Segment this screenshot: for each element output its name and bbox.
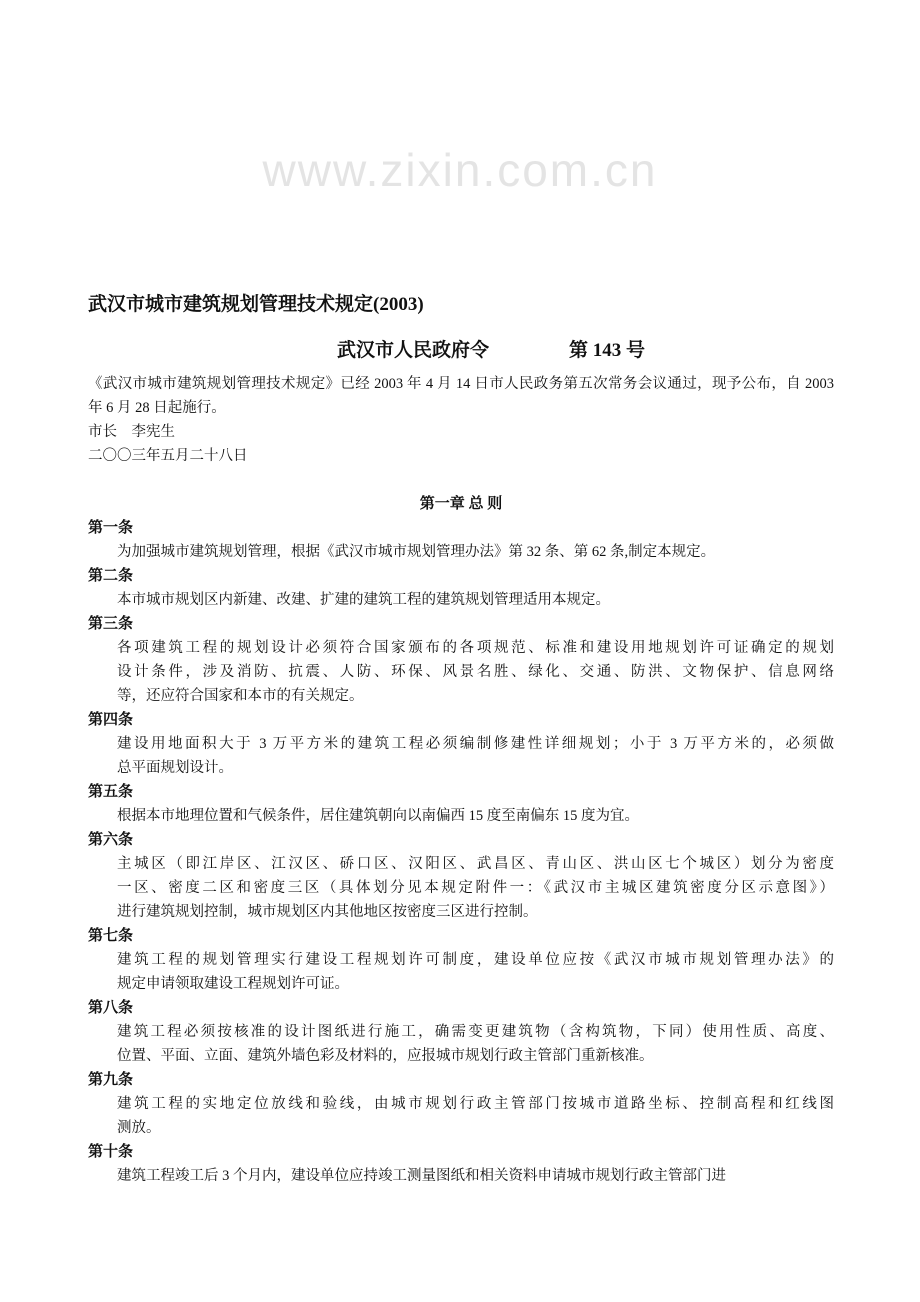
article-text-line: 总平面规划设计。 (117, 760, 233, 776)
article-text-line: 根据本市地理位置和气候条件，居住建筑朝向以南偏西 15 度至南偏东 15 度为宜。 (117, 808, 639, 824)
intro-line: 《武汉市城市建筑规划管理技术规定》已经 2003 年 4 月 14 日市人民政务第五次常务会议通过，现予公布，自 2003 (88, 376, 834, 392)
mayor-signature: 市长 李宪生 (88, 424, 175, 440)
watermark: www.zixin.com.cn (262, 144, 658, 196)
article (88, 564, 834, 612)
article-text-line: 建筑工程的规划管理实行建设工程规划许可制度，建设单位应按《武汉市城市规划管理办法》的 (117, 952, 834, 968)
article-heading: 第七条 (88, 928, 134, 944)
document (88, 290, 834, 1188)
article-text-line: 规定申请领取建设工程规划许可证。 (117, 976, 349, 992)
article-heading: 第六条 (88, 832, 134, 848)
chapter-heading: 第一章 总 则 (419, 496, 503, 512)
promulgation-text (88, 372, 834, 468)
decree-header (88, 336, 834, 366)
article (88, 828, 834, 924)
article (88, 996, 834, 1068)
article-heading: 第一条 (88, 520, 134, 536)
article-text-line: 进行建筑规划控制，城市规划区内其他地区按密度三区进行控制。 (117, 904, 538, 920)
article-text-line: 建筑工程必须按核准的设计图纸进行施工，确需变更建筑物（含构筑物，下同）使用性质、高度、 (117, 1024, 834, 1040)
article-heading: 第四条 (88, 712, 134, 728)
article-text-line: 位置、平面、立面、建筑外墙色彩及材料的，应报城市规划行政主管部门重新核准。 (117, 1048, 654, 1064)
issue-date: 二〇〇三年五月二十八日 (88, 448, 248, 464)
article-text-line: 建筑工程的实地定位放线和验线，由城市规划行政主管部门按城市道路坐标、控制高程和红线图 (117, 1096, 834, 1112)
article (88, 516, 834, 564)
document-title: 武汉市城市建筑规划管理技术规定(2003) (88, 294, 424, 315)
article-heading: 第三条 (88, 616, 134, 632)
decree-number: 第 143 号 (569, 340, 646, 361)
article (88, 1068, 834, 1140)
article-text-line: 建筑工程竣工后 3 个月内，建设单位应持竣工测量图纸和相关资料申请城市规划行政主管部门进 (117, 1168, 726, 1184)
article-text-line: 设计条件，涉及消防、抗震、人防、环保、风景名胜、绿化、交通、防洪、文物保护、信息网络 (117, 664, 834, 680)
articles (88, 516, 834, 1188)
article-heading: 第八条 (88, 1000, 134, 1016)
decree-issuer: 武汉市人民政府令 (336, 340, 489, 361)
article-text-line: 本市城市规划区内新建、改建、扩建的建筑工程的建筑规划管理适用本规定。 (117, 592, 610, 608)
article (88, 924, 834, 996)
article (88, 612, 834, 708)
article-text-line: 主城区（即江岸区、江汉区、硚口区、汉阳区、武昌区、青山区、洪山区七个城区）划分为密度 (117, 856, 834, 872)
article (88, 780, 834, 828)
article-heading: 第二条 (88, 568, 134, 584)
article (88, 708, 834, 780)
article-text-line: 建设用地面积大于 3 万平方米的建筑工程必须编制修建性详细规划；小于 3 万平方米的，必须做 (117, 736, 834, 752)
article-text-line: 等，还应符合国家和本市的有关规定。 (117, 688, 364, 704)
article-heading: 第十条 (88, 1144, 134, 1160)
article-heading: 第五条 (88, 784, 134, 800)
article-text-line: 各项建筑工程的规划设计必须符合国家颁布的各项规范、标准和建设用地规划许可证确定的规划 (117, 640, 834, 656)
intro-line: 年 6 月 28 日起施行。 (88, 400, 226, 416)
article-text-line: 一区、密度二区和密度三区（具体划分见本规定附件一：《武汉市主城区建筑密度分区示意图》） (117, 880, 834, 896)
article-heading: 第九条 (88, 1072, 134, 1088)
article-text-line: 测放。 (117, 1120, 161, 1136)
article-text-line: 为加强城市建筑规划管理，根据《武汉市城市规划管理办法》第 32 条、第 62 条,制定本规定。 (117, 544, 716, 560)
article (88, 1140, 834, 1188)
